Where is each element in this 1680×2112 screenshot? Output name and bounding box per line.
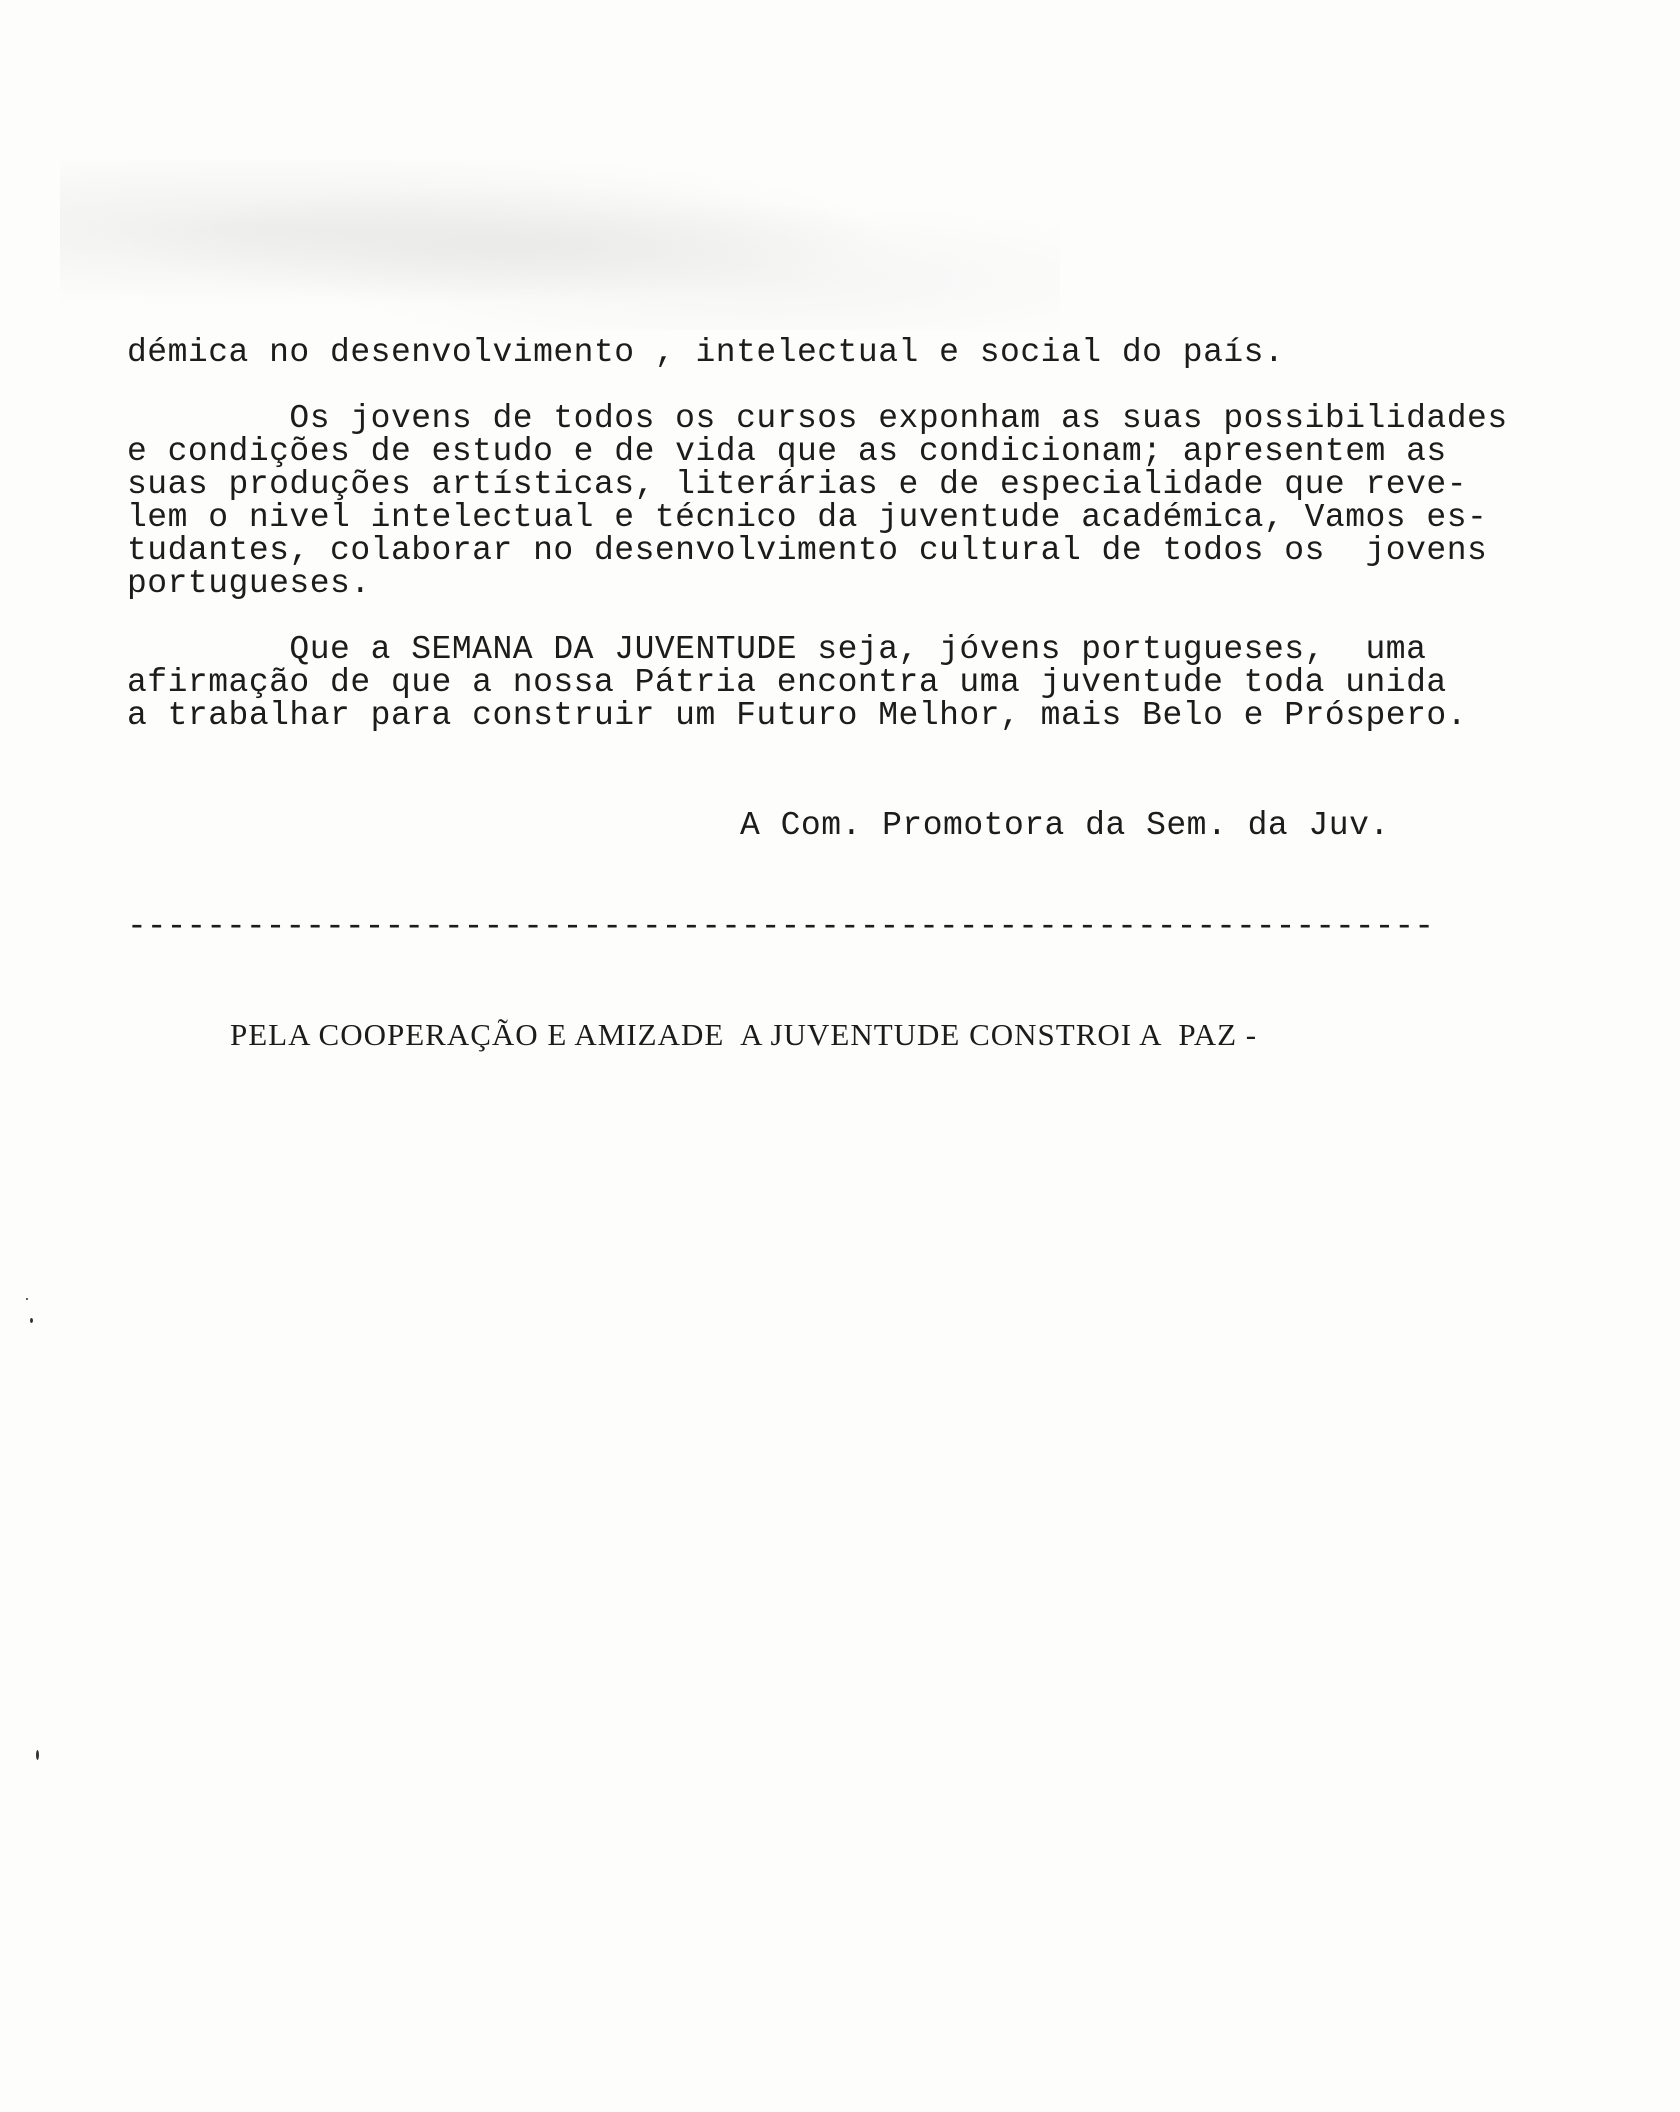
scan-speck xyxy=(30,1318,33,1323)
motto-line: PELA COOPERAÇÃO E AMIZADE A JUVENTUDE CONSTROI A PAZ - xyxy=(230,1017,1258,1052)
text-line-7: portugueses. xyxy=(127,565,371,602)
text-line-8: Que a SEMANA DA JUVENTUDE seja, jóvens portugueses, uma xyxy=(127,631,1427,668)
faded-ink-smudge xyxy=(60,160,1060,330)
text-line-3: e condições de estudo e de vida que as condicionam; apresentem as xyxy=(127,433,1447,470)
text-line-1: démica no desenvolvimento , intelectual e social do país. xyxy=(127,334,1285,371)
text-line-4: suas produções artísticas, literárias e de especialidade que reve- xyxy=(127,466,1468,503)
text-line-10: a trabalhar para construir um Futuro Melhor, mais Belo e Próspero. xyxy=(127,697,1468,734)
scan-speck xyxy=(26,1298,28,1300)
separator-line: ------------------------------------------------------------------ xyxy=(127,910,1435,943)
text-line-5: lem o nivel intelectual e técnico da juventude académica, Vamos es- xyxy=(127,499,1488,536)
text-line-6: tudantes, colaborar no desenvolvimento cultural de todos os jovens xyxy=(127,532,1488,569)
text-line-9: afirmação de que a nossa Pátria encontra uma juventude toda unida xyxy=(127,664,1447,701)
signature-line: A Com. Promotora da Sem. da Juv. xyxy=(740,807,1390,844)
text-line-2: Os jovens de todos os cursos exponham as suas possibilidades xyxy=(127,400,1508,437)
scan-speck xyxy=(36,1750,39,1760)
